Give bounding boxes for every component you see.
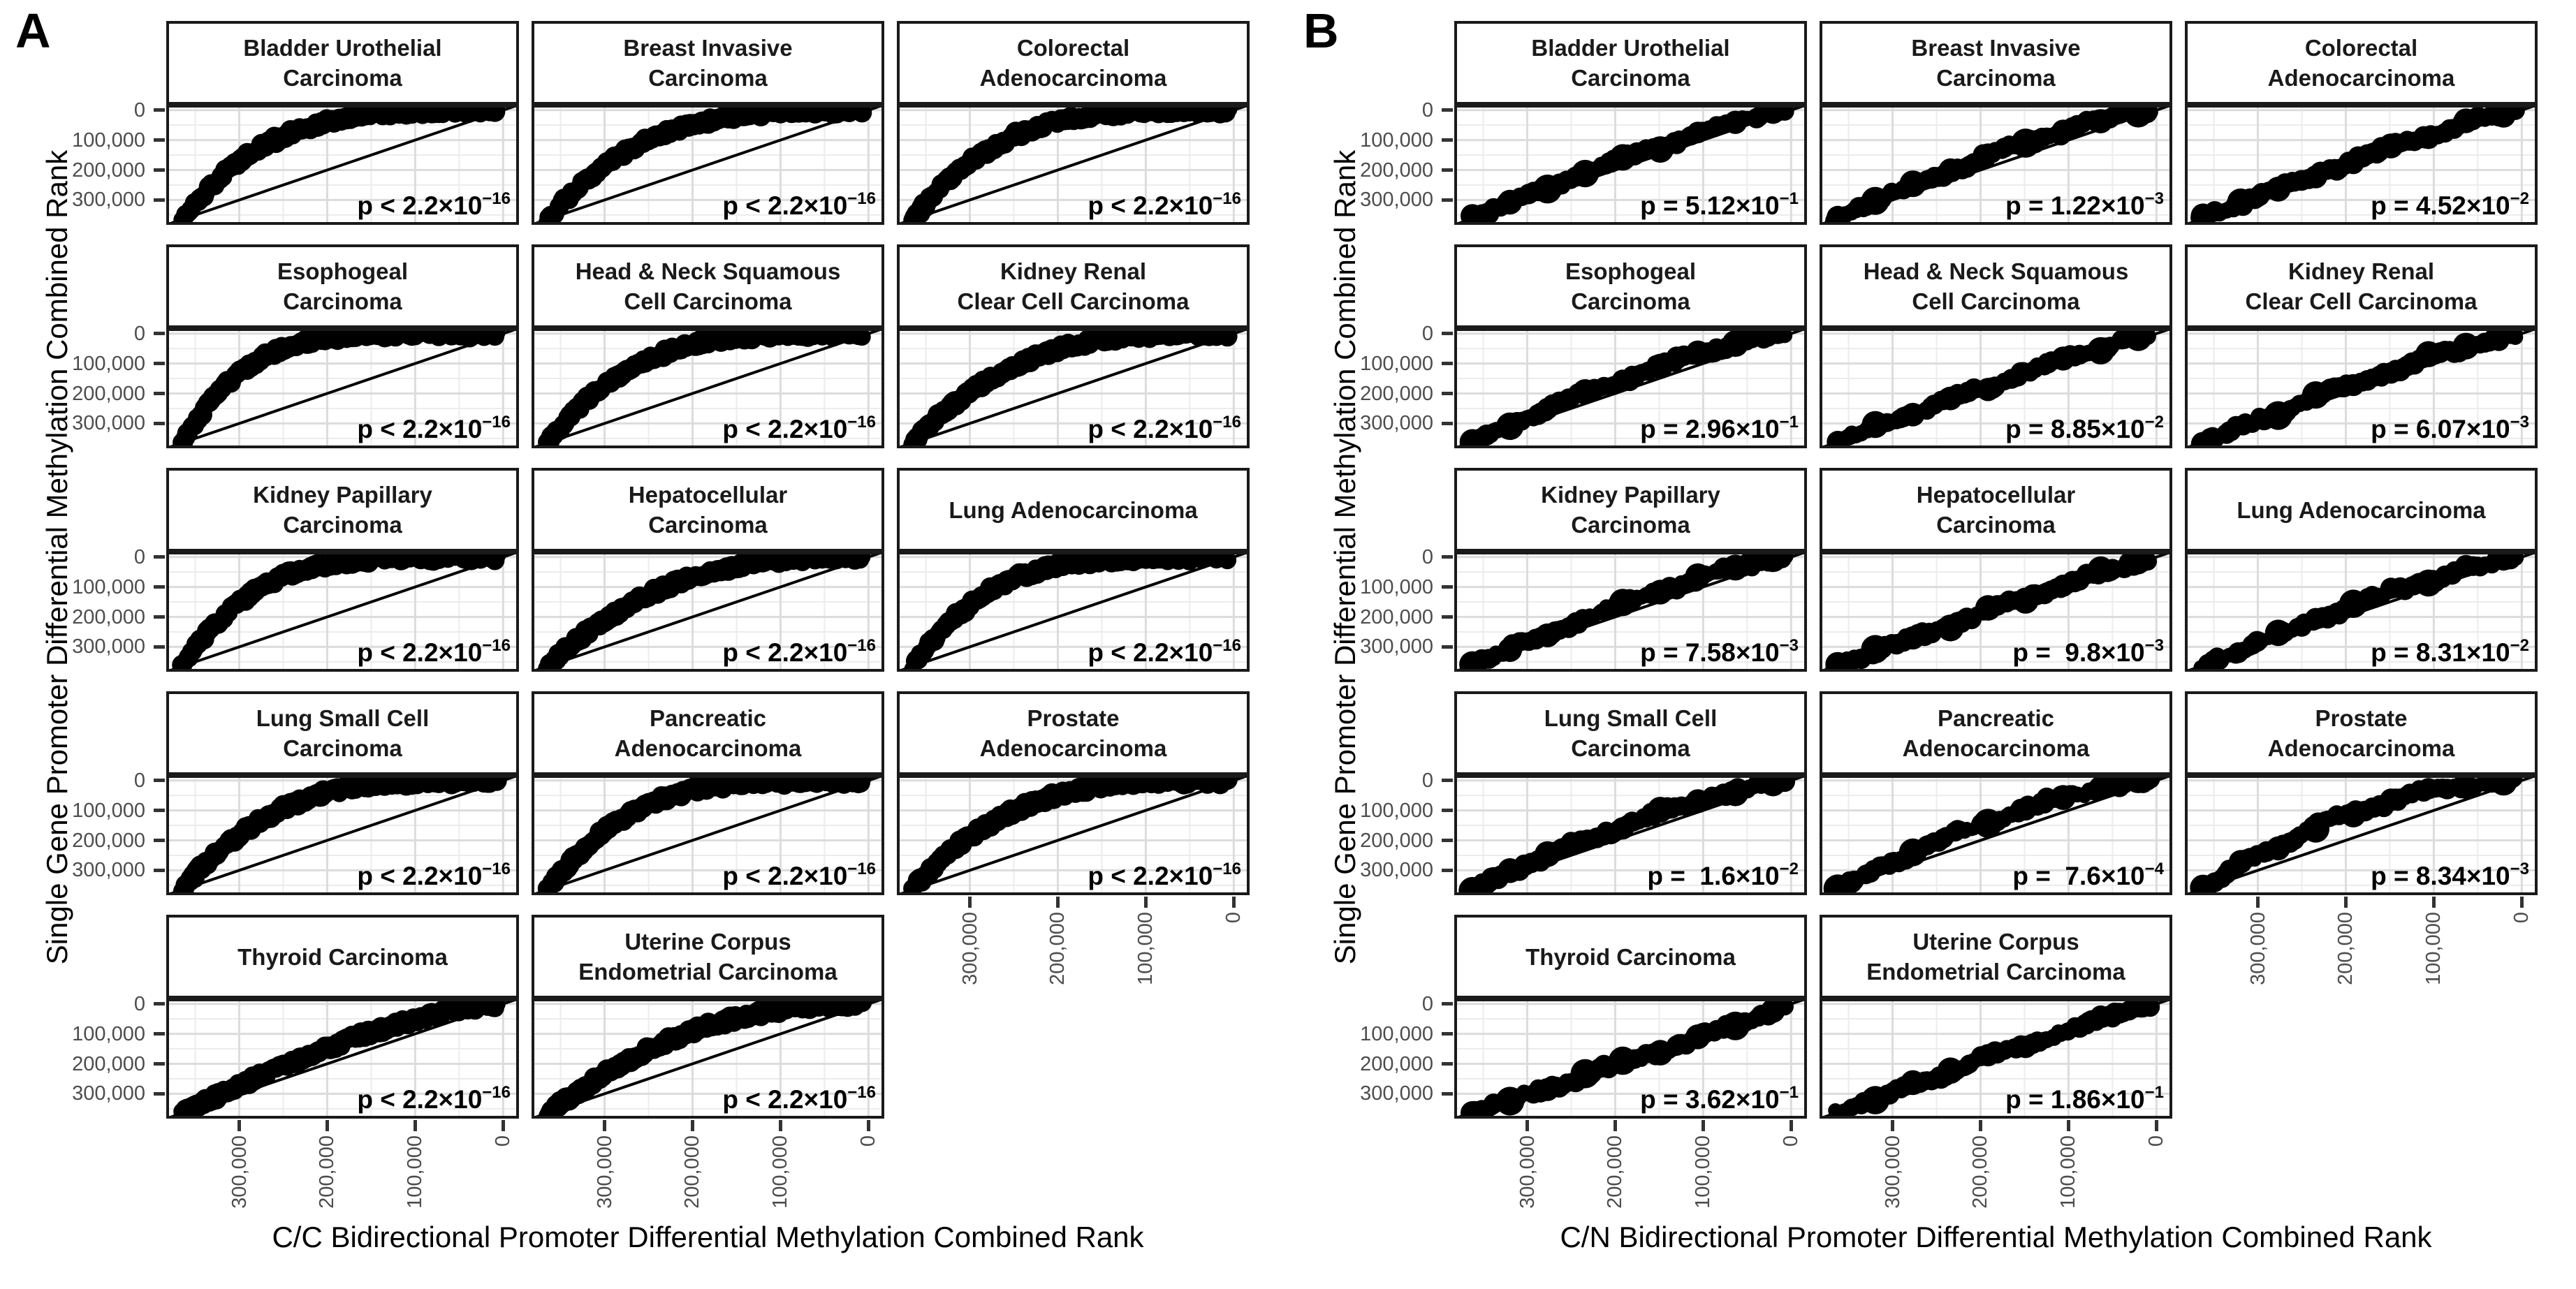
facet-title-line: Kidney Renal [2288, 258, 2435, 284]
facet-title-line: Lung Adenocarcinoma [949, 496, 1198, 523]
y-tick-mark [154, 332, 165, 335]
y-tick-mark [1442, 555, 1453, 559]
y-tick-mark [154, 839, 165, 842]
y-tick-label: 200,000 [1360, 829, 1433, 852]
y-tick-label: 200,000 [72, 829, 145, 852]
x-tick-mark [325, 1120, 329, 1131]
p-value-label: $p = 8.85\times 10^{-2}$ [2005, 413, 2164, 443]
facet-plot-area [166, 328, 519, 448]
y-tick-mark [1442, 168, 1453, 172]
facet-strip [2185, 691, 2538, 775]
y-tick-label: 0 [1421, 769, 1433, 792]
x-tick-label-text: 300,000 [593, 1135, 616, 1209]
y-tick-mark [1442, 1092, 1453, 1096]
facet-strip [166, 915, 519, 999]
facet-plot-area [1820, 999, 2172, 1119]
facet-title-line: Pancreatic [650, 705, 766, 731]
x-tick-mark [779, 1120, 782, 1131]
y-tick-label: 300,000 [72, 635, 145, 658]
facet-title-line: Colorectal [1016, 35, 1130, 61]
y-tick-mark [1442, 108, 1453, 112]
facet-plot-area [532, 775, 884, 895]
p-value-label: $p = 1.6\times 10^{-2}$ [1647, 860, 1799, 890]
y-tick-mark [1442, 1032, 1453, 1036]
x-tick-label-text: 200,000 [1969, 1135, 1992, 1209]
y-tick-mark [1442, 138, 1453, 142]
p-value-label: $p < 2.2\times 10^{-16}$ [1088, 413, 1241, 443]
facet-strip [1454, 691, 1807, 775]
p-value-label: $p = 1.22\times 10^{-3}$ [2005, 189, 2164, 220]
facet-title-line: Carcinoma [648, 512, 768, 538]
facet-title-line: Clear Cell Carcinoma [2245, 288, 2478, 314]
y-tick-mark [154, 809, 165, 812]
p-value-label: $p < 2.2\times 10^{-16}$ [1088, 860, 1241, 890]
y-tick-mark [154, 138, 165, 142]
facet-title-line: Cell Carcinoma [624, 288, 792, 314]
facet-title-line: Hepatocellular [1916, 482, 2076, 508]
y-tick-mark [1442, 1002, 1453, 1006]
facet-strip [1454, 244, 1807, 328]
facet-title-line: Kidney Papillary [1541, 482, 1720, 508]
x-tick-label-text: 200,000 [1604, 1135, 1627, 1209]
x-tick-label-text: 100,000 [1692, 1135, 1715, 1209]
y-tick-label: 300,000 [72, 189, 145, 212]
facet-plot-area [897, 328, 1250, 448]
y-tick-label: 200,000 [1360, 605, 1433, 628]
p-value-label: $p = 5.12\times 10^{-1}$ [1640, 189, 1799, 220]
x-tick-mark [1056, 897, 1060, 908]
x-tick-label-text: 100,000 [404, 1135, 427, 1209]
facet-strip [1820, 21, 2172, 105]
p-value-label: $p = 7.6\times 10^{-4}$ [2012, 860, 2164, 890]
facet-strip [1820, 915, 2172, 999]
x-tick-label [1516, 1135, 1539, 1233]
p-value-label: $p < 2.2\times 10^{-16}$ [722, 413, 876, 443]
facet-title-line: Breast Invasive [623, 35, 793, 61]
y-tick-label: 100,000 [72, 128, 145, 152]
x-tick-label-text: 0 [857, 1135, 880, 1147]
y-tick-mark [154, 779, 165, 782]
facet-strip [532, 468, 884, 552]
y-tick-mark [1442, 839, 1453, 842]
x-tick-mark [2520, 897, 2524, 908]
p-value-label: $p = 9.8\times 10^{-3}$ [2012, 636, 2164, 667]
x-tick-label-text: 200,000 [1046, 912, 1069, 985]
y-tick-mark [1442, 869, 1453, 872]
x-tick-label-text: 0 [1222, 912, 1245, 924]
y-tick-label: 300,000 [1360, 635, 1433, 658]
y-tick-mark [1442, 198, 1453, 202]
x-tick-label [1603, 1135, 1627, 1233]
p-value-label: $p < 2.2\times 10^{-16}$ [1088, 189, 1241, 220]
facet-plot-area [1820, 105, 2172, 225]
p-value-label: $p < 2.2\times 10^{-16}$ [357, 189, 511, 220]
facet-strip [532, 21, 884, 105]
x-tick-label [680, 1135, 704, 1233]
facet-title-line: Adenocarcinoma [979, 735, 1167, 761]
facet-plot-area [1454, 999, 1807, 1119]
x-tick-label [2510, 912, 2533, 1010]
p-value-label: $p = 2.96\times 10^{-1}$ [1640, 413, 1799, 443]
x-tick-mark [2432, 897, 2436, 908]
y-tick-mark [1442, 422, 1453, 425]
x-tick-label-text: 0 [2145, 1135, 2168, 1147]
y-tick-mark [1442, 615, 1453, 619]
facet-plot-area [1454, 552, 1807, 672]
x-tick-label-text: 0 [2510, 912, 2533, 924]
x-tick-label-text: 200,000 [316, 1135, 339, 1209]
x-tick-label [1779, 1135, 1803, 1233]
facet-title-line: Breast Invasive [1911, 35, 2081, 61]
x-tick-label-text: 100,000 [1134, 912, 1157, 985]
facet-title-line: Lung Small Cell [1544, 705, 1718, 731]
p-value-label: $p = 8.31\times 10^{-2}$ [2371, 636, 2529, 667]
y-tick-label: 0 [1421, 545, 1433, 568]
y-tick-mark [154, 555, 165, 559]
x-tick-mark [2067, 1120, 2070, 1131]
panel-a-letter: A [15, 3, 51, 58]
facet-title-line: Endometrial Carcinoma [578, 959, 837, 985]
y-tick-label: 200,000 [72, 1052, 145, 1075]
x-tick-mark [2256, 897, 2260, 908]
facet-title-line: Thyroid Carcinoma [237, 943, 448, 970]
facet-title-line: Carcinoma [1936, 65, 2056, 91]
facet-strip [166, 21, 519, 105]
facet-title-line: Carcinoma [1571, 65, 1690, 91]
x-tick-mark [1525, 1120, 1529, 1131]
x-tick-label [1881, 1135, 1905, 1233]
y-tick-label: 300,000 [1360, 1082, 1433, 1105]
y-tick-label: 0 [133, 98, 145, 121]
x-tick-label [958, 912, 982, 1010]
facet-title-line: Uterine Corpus [1912, 929, 2079, 955]
x-tick-mark [1702, 1120, 1705, 1131]
facet-strip [166, 468, 519, 552]
y-tick-mark [154, 108, 165, 112]
x-tick-label [1222, 912, 1245, 1010]
x-tick-label [1968, 1135, 1992, 1233]
p-value-label: $p < 2.2\times 10^{-16}$ [722, 189, 876, 220]
facet-strip [1454, 915, 1807, 999]
y-tick-label: 300,000 [1360, 859, 1433, 882]
facet-plot-area [532, 999, 884, 1119]
y-tick-label: 0 [1421, 98, 1433, 121]
y-tick-label: 100,000 [72, 1022, 145, 1045]
y-tick-label: 0 [133, 992, 145, 1015]
y-tick-mark [154, 168, 165, 172]
facet-title-line: Adenocarcinoma [2267, 735, 2455, 761]
x-tick-label [2422, 912, 2445, 1010]
y-tick-label: 0 [133, 545, 145, 568]
facet-plot-area [532, 105, 884, 225]
x-tick-label-text: 0 [1780, 1135, 1803, 1147]
y-tick-label: 0 [133, 322, 145, 345]
y-tick-mark [154, 422, 165, 425]
facet-plot-area [166, 105, 519, 225]
facet-strip [897, 691, 1250, 775]
y-tick-mark [154, 1002, 165, 1006]
x-tick-mark [867, 1120, 870, 1131]
facet-title-line: Kidney Renal [1000, 258, 1147, 284]
facet-title-line: Bladder Urothelial [243, 35, 442, 61]
panel-a-facet-grid [72, 21, 1273, 1271]
y-tick-label: 0 [1421, 322, 1433, 345]
x-tick-mark [414, 1120, 417, 1131]
p-value-label: $p = 6.07\times 10^{-3}$ [2371, 413, 2529, 443]
y-tick-label: 200,000 [1360, 1052, 1433, 1075]
facet-strip [532, 691, 884, 775]
x-tick-mark [603, 1120, 606, 1131]
y-tick-label: 100,000 [72, 575, 145, 598]
panel-b-letter: B [1303, 3, 1339, 58]
panel-a-x-axis-title: C/C Bidirectional Promoter Differential Methylation Combined Rank [272, 1221, 1144, 1253]
y-tick-label: 300,000 [1360, 189, 1433, 212]
facet-strip [897, 468, 1250, 552]
facet-title-line: Thyroid Carcinoma [1525, 943, 1736, 970]
p-value-label: $p < 2.2\times 10^{-16}$ [722, 1083, 876, 1114]
facet-title-line: Head & Neck Squamous [575, 258, 841, 284]
facet-plot-area [532, 552, 884, 672]
x-tick-mark [1232, 897, 1236, 908]
facet-title-line: Hepatocellular [628, 482, 788, 508]
x-tick-label-text: 200,000 [681, 1135, 704, 1209]
x-tick-label [2056, 1135, 2080, 1233]
x-tick-label-text: 100,000 [2422, 912, 2445, 985]
y-tick-label: 200,000 [72, 382, 145, 405]
facet-title-line: Adenocarcinoma [614, 735, 802, 761]
y-tick-label: 300,000 [1360, 412, 1433, 435]
x-tick-mark [1144, 897, 1148, 908]
facet-strip [1820, 244, 2172, 328]
facet-title-line: Bladder Urothelial [1531, 35, 1730, 61]
facet-title-line: Carcinoma [283, 65, 402, 91]
panel-b-facet-grid [1360, 21, 2561, 1271]
y-tick-mark [154, 869, 165, 872]
y-tick-label: 0 [133, 769, 145, 792]
facet-title-line: Carcinoma [283, 512, 402, 538]
facet-plot-area [1820, 775, 2172, 895]
facet-strip [532, 244, 884, 328]
x-tick-mark [2155, 1120, 2158, 1131]
y-tick-mark [1442, 809, 1453, 812]
facet-title-line: Esophogeal [277, 258, 409, 284]
x-tick-label-text: 0 [492, 1135, 515, 1147]
y-tick-mark [154, 392, 165, 395]
x-tick-label [2246, 912, 2270, 1010]
facet-title-line: Carcinoma [283, 288, 402, 314]
facet-title-line: Adenocarcinoma [2267, 65, 2455, 91]
x-tick-label-text: 300,000 [1881, 1135, 1904, 1209]
p-value-label: $p < 2.2\times 10^{-16}$ [357, 1083, 511, 1114]
y-tick-label: 100,000 [1360, 128, 1433, 152]
y-tick-label: 200,000 [72, 159, 145, 182]
facet-title-line: Adenocarcinoma [979, 65, 1167, 91]
y-tick-mark [1442, 645, 1453, 649]
facet-strip [2185, 468, 2538, 552]
x-tick-mark [237, 1120, 241, 1131]
p-value-label: $p < 2.2\times 10^{-16}$ [357, 636, 511, 667]
x-tick-mark [968, 897, 972, 908]
facet-title-line: Carcinoma [1936, 512, 2056, 538]
facet-plot-area [2185, 328, 2538, 448]
y-tick-label: 300,000 [72, 859, 145, 882]
facet-strip [1454, 468, 1807, 552]
facet-strip [166, 244, 519, 328]
x-tick-label [403, 1135, 427, 1233]
y-tick-label: 100,000 [72, 799, 145, 822]
facet-plot-area [897, 775, 1250, 895]
x-tick-mark [2344, 897, 2348, 908]
y-tick-mark [154, 645, 165, 649]
p-value-label: $p = 3.62\times 10^{-1}$ [1640, 1083, 1799, 1114]
facet-strip [532, 915, 884, 999]
y-tick-mark [1442, 332, 1453, 335]
panel-b [1288, 0, 2576, 1289]
facet-title-line: Carcinoma [1571, 735, 1690, 761]
facet-title-line: Lung Adenocarcinoma [2237, 496, 2486, 523]
facet-title-line: Uterine Corpus [624, 929, 791, 955]
x-tick-label-text: 300,000 [2246, 912, 2269, 985]
x-tick-mark [1891, 1120, 1894, 1131]
p-value-label: $p = 7.58\times 10^{-3}$ [1640, 636, 1799, 667]
x-tick-label [2334, 912, 2357, 1010]
facet-title-line: Prostate [2315, 705, 2408, 731]
x-tick-label-text: 100,000 [2057, 1135, 2080, 1209]
x-tick-label [2144, 1135, 2168, 1233]
panel-a-y-axis-title: Single Gene Promoter Differential Methylation Combined Rank [41, 149, 73, 965]
facet-title-line: Clear Cell Carcinoma [957, 288, 1190, 314]
facet-strip [897, 244, 1250, 328]
x-tick-label-text: 200,000 [2334, 912, 2357, 985]
facet-title-line: Pancreatic [1938, 705, 2054, 731]
x-tick-label [315, 1135, 339, 1233]
y-tick-mark [154, 615, 165, 619]
x-tick-label-text: 300,000 [228, 1135, 251, 1209]
x-tick-label [593, 1135, 617, 1233]
x-tick-label [1046, 912, 1069, 1010]
y-tick-label: 100,000 [1360, 575, 1433, 598]
facet-plot-area [897, 552, 1250, 672]
y-tick-label: 200,000 [1360, 382, 1433, 405]
y-tick-mark [1442, 1062, 1453, 1066]
facet-plot-area [2185, 105, 2538, 225]
y-tick-label: 100,000 [1360, 352, 1433, 375]
p-value-label: $p < 2.2\times 10^{-16}$ [357, 860, 511, 890]
facet-title-line: Carcinoma [1571, 288, 1690, 314]
y-tick-mark [154, 198, 165, 202]
facet-plot-area [1454, 328, 1807, 448]
facet-plot-area [532, 328, 884, 448]
facet-plot-area [166, 552, 519, 672]
x-tick-label-text: 300,000 [1516, 1135, 1539, 1209]
facet-title-line: Cell Carcinoma [1912, 288, 2080, 314]
y-tick-label: 100,000 [72, 352, 145, 375]
x-tick-label [1134, 912, 1157, 1010]
facet-plot-area [166, 999, 519, 1119]
facet-plot-area [1820, 552, 2172, 672]
facet-strip [2185, 244, 2538, 328]
y-tick-mark [1442, 362, 1453, 365]
x-tick-mark [1979, 1120, 1982, 1131]
facet-plot-area [1454, 775, 1807, 895]
x-tick-label [491, 1135, 515, 1233]
facet-plot-area [2185, 552, 2538, 672]
p-value-label: $p < 2.2\times 10^{-16}$ [722, 860, 876, 890]
facet-plot-area [1454, 105, 1807, 225]
y-tick-label: 200,000 [72, 605, 145, 628]
facet-title-line: Kidney Papillary [253, 482, 432, 508]
y-tick-label: 0 [1421, 992, 1433, 1015]
x-tick-mark [691, 1120, 694, 1131]
y-tick-label: 100,000 [1360, 1022, 1433, 1045]
p-value-label: $p = 8.34\times 10^{-3}$ [2371, 860, 2529, 890]
y-tick-label: 300,000 [72, 1082, 145, 1105]
facet-title-line: Carcinoma [283, 735, 402, 761]
facet-strip [2185, 21, 2538, 105]
panel-b-y-axis-title: Single Gene Promoter Differential Methylation Combined Rank [1329, 149, 1361, 965]
p-value-label: $p < 2.2\times 10^{-16}$ [1088, 636, 1241, 667]
facet-strip [1454, 21, 1807, 105]
facet-title-line: Head & Neck Squamous [1863, 258, 2129, 284]
x-tick-mark [1790, 1120, 1793, 1131]
y-tick-label: 300,000 [72, 412, 145, 435]
facet-title-line: Esophogeal [1565, 258, 1697, 284]
y-tick-mark [154, 1062, 165, 1066]
p-value-label: $p < 2.2\times 10^{-16}$ [722, 636, 876, 667]
facet-strip [166, 691, 519, 775]
x-tick-label-text: 300,000 [958, 912, 981, 985]
y-tick-mark [1442, 585, 1453, 589]
x-tick-label [1691, 1135, 1715, 1233]
facet-strip [1820, 468, 2172, 552]
facet-plot-area [897, 105, 1250, 225]
y-tick-mark [154, 585, 165, 589]
y-tick-mark [1442, 392, 1453, 395]
x-tick-mark [1613, 1120, 1617, 1131]
facet-strip [897, 21, 1250, 105]
facet-strip [1820, 691, 2172, 775]
y-tick-mark [1442, 779, 1453, 782]
p-value-label: $p = 4.52\times 10^{-2}$ [2371, 189, 2529, 220]
x-tick-label-text: 100,000 [769, 1135, 792, 1209]
y-tick-mark [154, 1092, 165, 1096]
x-tick-mark [502, 1120, 505, 1131]
facet-title-line: Endometrial Carcinoma [1866, 959, 2125, 985]
x-tick-label [856, 1135, 880, 1233]
y-tick-label: 100,000 [1360, 799, 1433, 822]
facet-plot-area [1820, 328, 2172, 448]
facet-title-line: Lung Small Cell [256, 705, 430, 731]
facet-plot-area [2185, 775, 2538, 895]
facet-plot-area [166, 775, 519, 895]
facet-title-line: Adenocarcinoma [1902, 735, 2090, 761]
facet-title-line: Carcinoma [648, 65, 768, 91]
x-tick-label [228, 1135, 251, 1233]
facet-title-line: Carcinoma [1571, 512, 1690, 538]
x-tick-label [768, 1135, 792, 1233]
y-tick-label: 200,000 [1360, 159, 1433, 182]
y-tick-mark [154, 362, 165, 365]
y-tick-mark [154, 1032, 165, 1036]
p-value-label: $p < 2.2\times 10^{-16}$ [357, 413, 511, 443]
p-value-label: $p = 1.86\times 10^{-1}$ [2005, 1083, 2164, 1114]
facet-title-line: Prostate [1027, 705, 1120, 731]
panel-b-x-axis-title: C/N Bidirectional Promoter Differential Methylation Combined Rank [1560, 1221, 2432, 1253]
facet-title-line: Colorectal [2304, 35, 2418, 61]
